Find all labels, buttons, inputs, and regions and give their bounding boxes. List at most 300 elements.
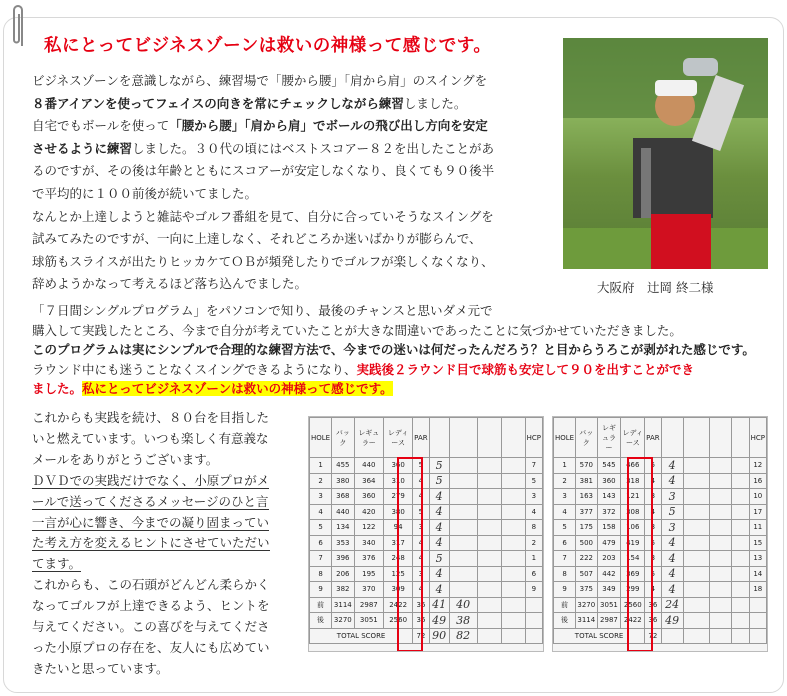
total-par: 72 — [645, 628, 661, 644]
scorecard-cell: 1 — [310, 458, 332, 474]
hole-score: 24 — [661, 597, 683, 613]
scorecard-cell: 2 — [310, 473, 332, 489]
scorecard-cell: 36 — [645, 597, 661, 613]
closing-line: 与えてください。この喜びを与えてくださ — [32, 619, 270, 635]
other-score — [501, 597, 525, 613]
hcp-cell: 1 — [525, 551, 542, 567]
hcp-cell: 5 — [525, 473, 542, 489]
scorecard-cell: 後 — [310, 613, 332, 629]
other-score — [709, 489, 731, 505]
other-score — [683, 582, 709, 598]
scorecard-cell: 360 — [597, 473, 621, 489]
closing-line: た考え方を変えるヒントにさせていただい — [32, 535, 270, 551]
closing-line: いと燃えています。いつも楽しく有意義な — [32, 430, 269, 446]
scorecard-row — [310, 566, 543, 582]
scorecard-cell: 36 — [413, 597, 429, 613]
closing-line: った小原プロの存在を、友人にも広めてい — [32, 639, 270, 655]
scorecard-cell: 前 — [310, 597, 332, 613]
scorecard-row — [554, 597, 767, 613]
mid-line: ました。私にとってビジネスゾーンは救いの神様って感じです。 — [32, 381, 393, 396]
scorecard-row — [554, 582, 767, 598]
col-score — [731, 418, 749, 458]
hole-score: 4 — [429, 535, 449, 551]
scorecard-cell: 158 — [597, 520, 621, 536]
scorecard-cell: 206 — [332, 566, 354, 582]
scorecard-cell: 2422 — [384, 597, 413, 613]
scorecard-cell: 106 — [621, 520, 645, 536]
other-score — [449, 458, 477, 474]
scorecard-cell: 479 — [597, 535, 621, 551]
scorecard-cell: 2422 — [621, 613, 645, 629]
hcp-cell: 12 — [749, 458, 766, 474]
scorecard-cell: 380 — [384, 504, 413, 520]
scorecard-cell: 175 — [576, 520, 597, 536]
scorecard-cell: 222 — [576, 551, 597, 567]
scorecard-cell: 8 — [554, 566, 576, 582]
other-score — [731, 504, 749, 520]
scorecard-cell: 3051 — [597, 597, 621, 613]
other-score — [731, 582, 749, 598]
other-score — [501, 582, 525, 598]
scorecard-cell: 3114 — [332, 597, 354, 613]
closing-line: これからも、この石頭がどんどん柔らかく — [32, 577, 270, 593]
paperclip-icon — [10, 2, 28, 48]
other-score — [449, 551, 477, 567]
hole-score: 4 — [429, 489, 449, 505]
hcp-cell: 14 — [749, 566, 766, 582]
hole-score: 4 — [429, 520, 449, 536]
other-score — [731, 473, 749, 489]
other-score — [501, 535, 525, 551]
scorecard-cell: 5 — [645, 458, 661, 474]
scorecard-cell: 375 — [576, 582, 597, 598]
scorecard-cell: 154 — [621, 551, 645, 567]
hcp-cell: 11 — [749, 520, 766, 536]
intro-line: るのですが、その後は年齢とともにスコアーが安定しなくなり、良くても９０後半 — [32, 163, 495, 179]
col-hole: HOLE — [554, 418, 576, 458]
scorecard-cell: 121 — [621, 489, 645, 505]
col-regular: レギュラー — [597, 418, 621, 458]
scorecard-cell: 5 — [645, 566, 661, 582]
hole-score: 49 — [661, 613, 683, 629]
hcp-cell: 9 — [525, 582, 542, 598]
scorecard-cell: 372 — [597, 504, 621, 520]
scorecard-cell: 369 — [621, 566, 645, 582]
scorecard-row — [310, 473, 543, 489]
other-score — [683, 458, 709, 474]
scorecard-cell: 4 — [413, 489, 429, 505]
scorecard-cell: 279 — [384, 489, 413, 505]
other-score — [683, 566, 709, 582]
hcp-cell — [749, 613, 766, 629]
hcp-cell — [749, 597, 766, 613]
hcp-cell — [525, 613, 542, 629]
hcp-cell: 8 — [525, 520, 542, 536]
scorecard-cell: 9 — [310, 582, 332, 598]
scorecard-cell: 4 — [413, 535, 429, 551]
hcp-cell: 3 — [525, 489, 542, 505]
hcp-cell: 17 — [749, 504, 766, 520]
other-score — [477, 566, 501, 582]
col-back: バック — [576, 418, 597, 458]
other-score — [683, 489, 709, 505]
scorecard-cell: 9 — [554, 582, 576, 598]
hole-score: 4 — [429, 566, 449, 582]
other-score — [709, 566, 731, 582]
scorecard-cell: 3 — [645, 489, 661, 505]
other-score: 40 — [449, 597, 477, 613]
scorecard-row — [310, 613, 543, 629]
col-hcp: HCP — [525, 418, 542, 458]
intro-line: 試みてみたのですが、一向に上達しなく、それどころか迷いばかりが膨らんで、 — [32, 231, 482, 247]
scorecard-cell: 376 — [354, 551, 384, 567]
col-ladies: レディース — [621, 418, 645, 458]
scorecard-cell: 36 — [645, 613, 661, 629]
scorecard-cell: 後 — [554, 613, 576, 629]
hole-score: 3 — [661, 489, 683, 505]
other-score — [477, 597, 501, 613]
hole-score: 49 — [429, 613, 449, 629]
other-score — [449, 566, 477, 582]
closing-line: 一言が心に響き、今までの凝り固まってい — [32, 514, 270, 530]
other-score — [731, 551, 749, 567]
scorecard-row — [310, 520, 543, 536]
other-score — [731, 566, 749, 582]
other-score — [683, 551, 709, 567]
scorecard-cell: 419 — [621, 535, 645, 551]
scorecard-row — [310, 597, 543, 613]
other-score — [501, 489, 525, 505]
scorecard-cell: 7 — [554, 551, 576, 567]
hole-score: 5 — [429, 551, 449, 567]
total-par: 72 — [413, 628, 429, 644]
hole-score: 4 — [661, 582, 683, 598]
scorecard-cell: 1 — [554, 458, 576, 474]
other-score — [501, 458, 525, 474]
scorecard-cell: 368 — [332, 489, 354, 505]
scorecard-cell: 340 — [354, 535, 384, 551]
closing-line: なってゴルフが上達できるよう、ヒントを — [32, 598, 270, 614]
total-score: 90 — [429, 628, 449, 644]
col-score — [477, 418, 501, 458]
other-score — [501, 551, 525, 567]
scorecard-cell: 377 — [576, 504, 597, 520]
scorecard-cell: 5 — [554, 520, 576, 536]
scorecard-cell: 545 — [597, 458, 621, 474]
other-score — [501, 566, 525, 582]
scorecard-cell: 4 — [413, 473, 429, 489]
scorecard-row — [310, 551, 543, 567]
other-score — [731, 535, 749, 551]
other-score: 38 — [449, 613, 477, 629]
scorecard-cell: 381 — [576, 473, 597, 489]
closing-line: きたいと思っています。 — [32, 660, 169, 676]
mid-line: ラウンド中にも迷うことなくスイングできるようになり、実践後２ラウンド目で球筋も安定して９０を出すことができ — [32, 361, 695, 377]
scorecard-cell: 442 — [597, 566, 621, 582]
col-score — [501, 418, 525, 458]
other-score — [709, 535, 731, 551]
intro-line: ８番アイアンを使ってフェイスの向きを常にチェックしながら練習しました。 — [32, 95, 467, 111]
scorecard-row — [310, 458, 543, 474]
other-score — [683, 597, 709, 613]
scorecard-cell: 5 — [413, 504, 429, 520]
scorecard-front — [308, 416, 544, 652]
scorecard-row — [554, 489, 767, 505]
scorecard-row — [310, 582, 543, 598]
scorecard-cell: 2560 — [384, 613, 413, 629]
other-score — [477, 458, 501, 474]
scorecard-cell: 309 — [384, 582, 413, 598]
hcp-cell: 16 — [749, 473, 766, 489]
scorecard-back — [552, 416, 768, 652]
other-score — [709, 520, 731, 536]
other-score — [477, 504, 501, 520]
scorecard-cell: 570 — [576, 458, 597, 474]
mid-line: 「７日間シングルプログラム」をパソコンで知り、最後のチャンスと思いダメ元で — [32, 303, 493, 318]
scorecard-cell: 4 — [310, 504, 332, 520]
col-score — [661, 418, 683, 458]
hcp-cell: 2 — [525, 535, 542, 551]
other-score — [477, 535, 501, 551]
page-title: 私にとってビジネスゾーンは救いの神様って感じです。 — [44, 36, 492, 56]
other-score — [477, 613, 501, 629]
hole-score: 4 — [429, 504, 449, 520]
other-score — [709, 458, 731, 474]
scorecard-cell: 440 — [332, 504, 354, 520]
scorecard-cell: 8 — [310, 566, 332, 582]
hole-score: 4 — [661, 551, 683, 567]
scorecard-cell: 310 — [384, 473, 413, 489]
mid-line: このプログラムは実にシンプルで合理的な練習方法で、今までの迷いは何だったんだろう？と目からうろこが剥がれた感じです。 — [32, 342, 755, 357]
total-score-other: 82 — [449, 628, 477, 644]
scorecard-cell: 3 — [554, 489, 576, 505]
other-score — [731, 458, 749, 474]
scorecard-row — [310, 535, 543, 551]
scorecard-cell: 2987 — [354, 597, 384, 613]
col-par: PAR — [413, 418, 429, 458]
closing-line: てます。 — [32, 556, 82, 572]
other-score — [477, 551, 501, 567]
photo-caption: 大阪府 辻岡 終二様 — [597, 280, 714, 295]
scorecard-cell: 3 — [645, 520, 661, 536]
scorecard-cell: 6 — [310, 535, 332, 551]
mid-line: 購入して実践したところ、今まで自分が考えていたことが大きな間違いであったことに気づかせていただきました。 — [32, 322, 682, 338]
other-score — [709, 504, 731, 520]
intro-line: 自宅でもボールを使って「腰から腰」「肩から肩」でボールの飛び出し方向を安定 — [32, 118, 488, 134]
other-score — [449, 489, 477, 505]
scorecard-cell: 4 — [645, 473, 661, 489]
scorecard-cell: 4 — [554, 504, 576, 520]
scorecard-cell: 308 — [621, 504, 645, 520]
hole-score: 41 — [429, 597, 449, 613]
golfer-illustration — [563, 38, 768, 269]
scorecard-cell: 36 — [413, 613, 429, 629]
scorecard-cell: 4 — [645, 504, 661, 520]
hole-score: 4 — [661, 473, 683, 489]
hcp-cell: 10 — [749, 489, 766, 505]
scorecard-cell: 299 — [621, 582, 645, 598]
scorecard-cell: 353 — [332, 535, 354, 551]
other-score — [449, 535, 477, 551]
other-score — [683, 520, 709, 536]
other-score — [501, 520, 525, 536]
closing-line: これからも実践を続け、８０台を目指した — [32, 410, 270, 425]
hcp-cell — [525, 597, 542, 613]
other-score — [683, 504, 709, 520]
scorecard-cell: 6 — [554, 535, 576, 551]
other-score — [449, 473, 477, 489]
other-score — [731, 613, 749, 629]
scorecard-cell: 318 — [621, 473, 645, 489]
closing-line: ールで送ってくださるメッセージのひと言 — [32, 493, 269, 509]
hole-score: 5 — [661, 504, 683, 520]
scorecard-cell: 440 — [354, 458, 384, 474]
scorecard-cell: 349 — [597, 582, 621, 598]
scorecard-cell: 370 — [354, 582, 384, 598]
scorecard-cell: 3 — [310, 489, 332, 505]
scorecard-cell: 143 — [597, 489, 621, 505]
closing-line: ＤＶＤでの実践だけでなく、小原プロがメ — [32, 472, 270, 488]
scorecard-cell: 507 — [576, 566, 597, 582]
other-score — [709, 597, 731, 613]
scorecard-cell: 3270 — [332, 613, 354, 629]
scorecard-cell: 4 — [413, 551, 429, 567]
scorecard-row — [554, 473, 767, 489]
closing-paragraph — [32, 408, 302, 680]
other-score — [477, 489, 501, 505]
col-hcp: HCP — [749, 418, 766, 458]
other-score — [477, 520, 501, 536]
scorecard-cell: 455 — [332, 458, 354, 474]
other-score — [709, 551, 731, 567]
score-highlight-box — [397, 457, 423, 652]
other-score — [731, 597, 749, 613]
scorecard-cell: 前 — [554, 597, 576, 613]
intro-line: させるように練習しました。３０代の頃にはベストスコアー８２を出したことがあ — [32, 140, 495, 156]
golfer-photo — [563, 38, 768, 269]
middle-paragraph — [32, 301, 782, 399]
scorecard-cell: 500 — [576, 535, 597, 551]
scorecard-cell: 5 — [645, 535, 661, 551]
other-score — [449, 520, 477, 536]
other-score — [477, 582, 501, 598]
hole-score: 3 — [661, 520, 683, 536]
hcp-cell: 15 — [749, 535, 766, 551]
intro-line: 辞めようかなって考えるほど落ち込んでました。 — [32, 276, 308, 292]
other-score — [477, 473, 501, 489]
scorecard-row — [554, 551, 767, 567]
scorecard-cell: 3114 — [576, 613, 597, 629]
col-score — [683, 418, 709, 458]
col-score — [709, 418, 731, 458]
other-score — [683, 473, 709, 489]
scorecard-cell: 3 — [413, 520, 429, 536]
scorecard-cell: 3270 — [576, 597, 597, 613]
other-score — [501, 613, 525, 629]
intro-line: 球筋もスライスが出たりヒッカケてＯＢが頻発したりでゴルフが楽しくなくなり、 — [32, 253, 494, 269]
scorecard-cell: 195 — [354, 566, 384, 582]
scorecard-cell: 5 — [413, 458, 429, 474]
col-back: バック — [332, 418, 354, 458]
scorecard-cell: 420 — [354, 504, 384, 520]
hcp-cell: 7 — [525, 458, 542, 474]
other-score — [731, 489, 749, 505]
hole-score: 4 — [661, 566, 683, 582]
scorecard-cell: 4 — [645, 582, 661, 598]
scorecard-row — [554, 613, 767, 629]
scorecard-cell: 380 — [332, 473, 354, 489]
scorecard-cell: 2560 — [621, 597, 645, 613]
scorecard-cell: 396 — [332, 551, 354, 567]
scorecard-cell: 125 — [384, 566, 413, 582]
intro-line: ビジネスゾーンを意識しながら、練習場で「腰から腰」「肩から肩」のスイングを — [32, 73, 488, 88]
scorecard-cell: 3051 — [354, 613, 384, 629]
scorecard-cell: 360 — [354, 489, 384, 505]
other-score — [731, 520, 749, 536]
scorecard-cell: 248 — [384, 551, 413, 567]
scorecard-row — [554, 504, 767, 520]
scorecard-cell: 163 — [576, 489, 597, 505]
total-label: TOTAL SCORE — [310, 628, 413, 644]
other-score — [501, 473, 525, 489]
hole-score: 5 — [429, 458, 449, 474]
hcp-cell: 13 — [749, 551, 766, 567]
hole-score: 5 — [429, 473, 449, 489]
scorecard-cell: 4 — [413, 582, 429, 598]
scorecard-row — [310, 504, 543, 520]
hcp-cell: 18 — [749, 582, 766, 598]
scorecard-cell: 134 — [332, 520, 354, 536]
scorecard-cell: 382 — [332, 582, 354, 598]
hcp-cell: 6 — [525, 566, 542, 582]
scorecard-cell: 360 — [384, 458, 413, 474]
other-score — [709, 582, 731, 598]
intro-line: で平均的に１００前後が続いてました。 — [32, 185, 258, 201]
scorecard-cell: 364 — [354, 473, 384, 489]
scorecard-cell: 2 — [554, 473, 576, 489]
scorecard-cell: 5 — [310, 520, 332, 536]
hole-score: 4 — [661, 458, 683, 474]
hole-score: 4 — [429, 582, 449, 598]
scorecard-row — [554, 458, 767, 474]
scorecard-row — [310, 489, 543, 505]
other-score — [449, 582, 477, 598]
scorecard-cell: 203 — [597, 551, 621, 567]
scorecard-cell: 2987 — [597, 613, 621, 629]
scorecard-cell: 122 — [354, 520, 384, 536]
other-score — [709, 613, 731, 629]
col-ladies: レディース — [384, 418, 413, 458]
intro-line: なんとか上達しようと雑誌やゴルフ番組を見て、自分に合っていそうなスイングを — [32, 208, 494, 224]
other-score — [683, 535, 709, 551]
total-label: TOTAL SCORE — [554, 628, 645, 644]
col-score — [449, 418, 477, 458]
intro-paragraph — [32, 70, 552, 296]
scorecard-cell: 94 — [384, 520, 413, 536]
scorecard-cell: 317 — [384, 535, 413, 551]
other-score — [709, 473, 731, 489]
scorecard-cell: 3 — [413, 566, 429, 582]
other-score — [501, 504, 525, 520]
col-score — [429, 418, 449, 458]
other-score — [683, 613, 709, 629]
col-regular: レギュラー — [354, 418, 384, 458]
scorecard-row — [554, 535, 767, 551]
other-score — [449, 504, 477, 520]
scorecard-row — [554, 566, 767, 582]
scorecard-cell: 3 — [645, 551, 661, 567]
score-highlight-box — [627, 457, 653, 652]
